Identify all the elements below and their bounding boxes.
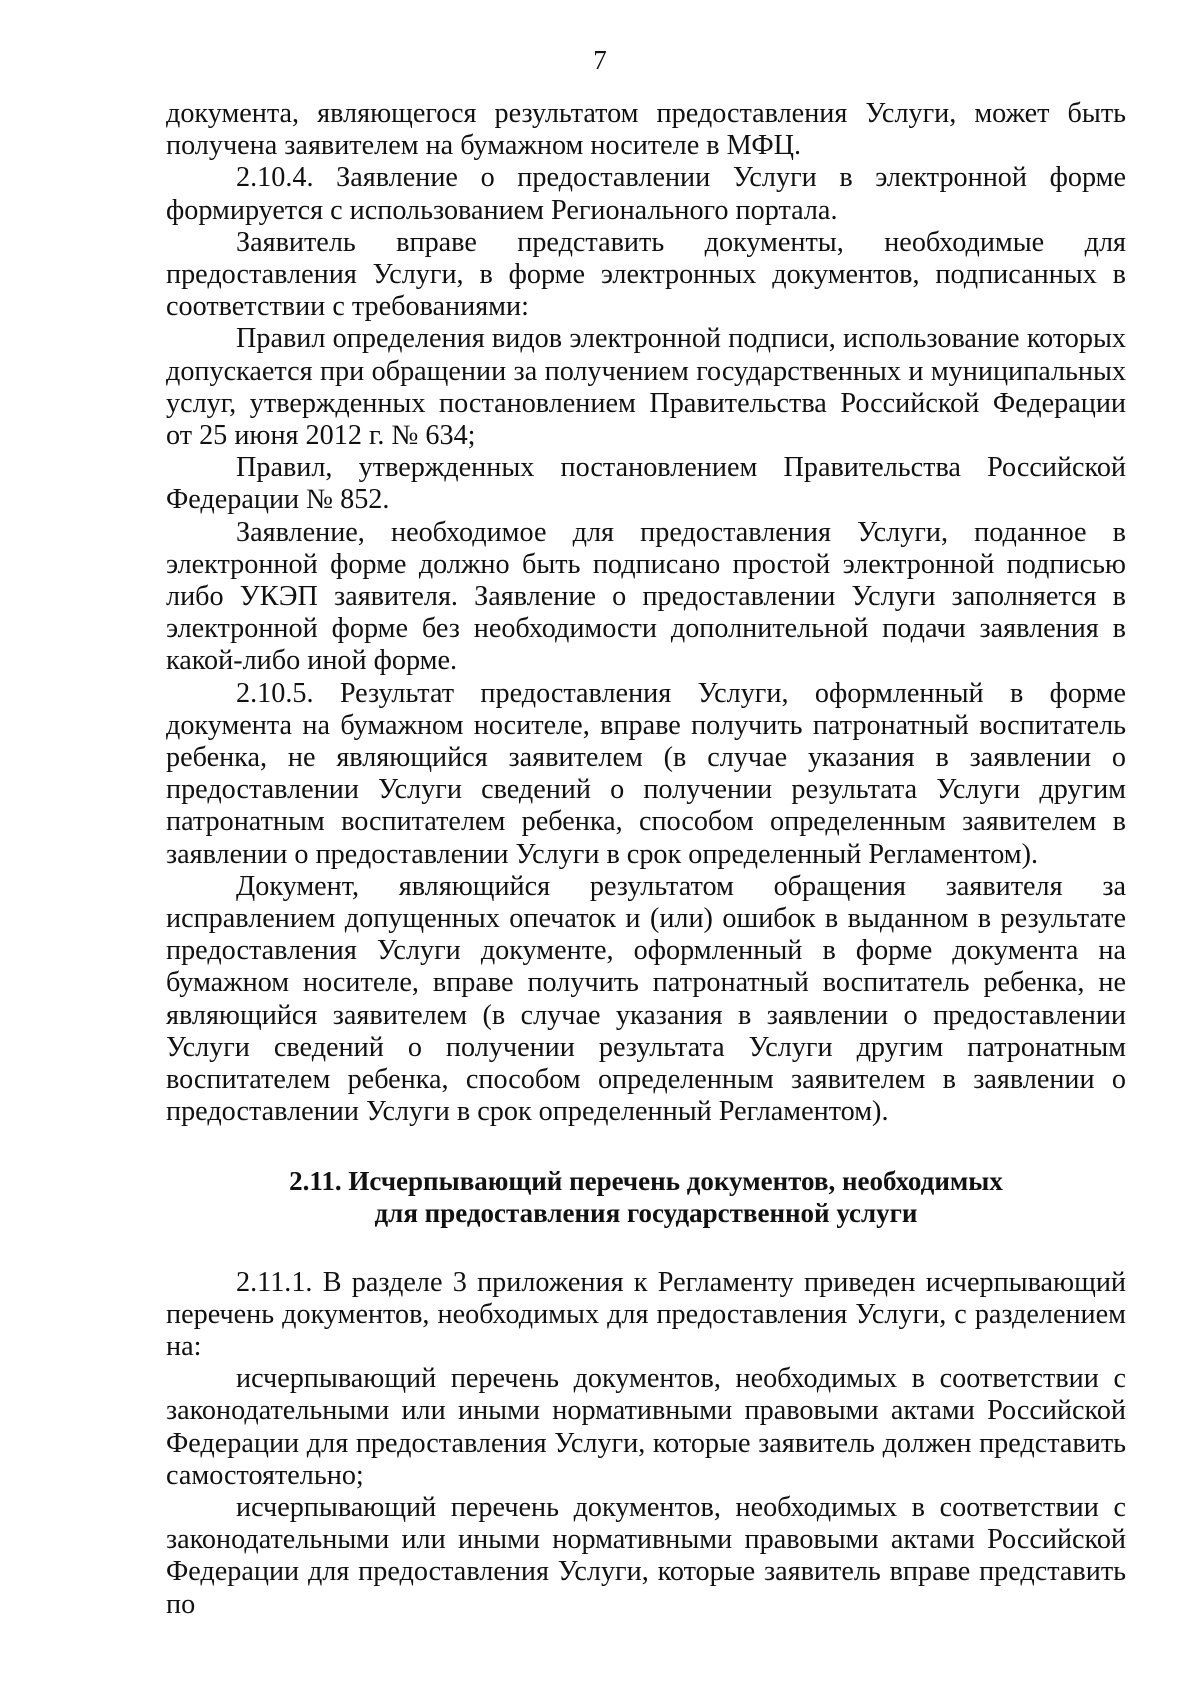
paragraph-rules-signature: Правил определения видов электронной подписи, использование которых допускается при обращении за получением государственных и муниципальных услуг, утвержденных постановлением Правительства Российской Федерации от 25 июня 2012 г. № 634; bbox=[166, 323, 1126, 452]
document-body bbox=[166, 98, 1126, 1621]
section-heading-2-11 bbox=[166, 1165, 1126, 1229]
paragraph-applicant-rights: Заявитель вправе представить документы, необходимые для предоставления Услуги, в форме электронных документов, подписанных в соответствии с требованиями: bbox=[166, 226, 1126, 323]
paragraph-2-10-5: 2.10.5. Результат предоставления Услуги, оформленный в форме документа на бумажном носителе, вправе получить патронатный воспитатель ребенка, не являющийся заявителем (в случае указания в заявлении о предоставлении Услуги сведений о получении результата Услуги другим патронатным воспитателем ребенка, способом определенным заявителем в заявлении о предоставлении Услуги в срок определенный Регламентом). bbox=[166, 677, 1126, 870]
section-heading-line-1: 2.11. Исчерпывающий перечень документов, необходимых bbox=[289, 1165, 1003, 1196]
section-heading-line-2: для предоставления государственной услуги bbox=[374, 1197, 918, 1228]
paragraph-continuation: документа, являющегося результатом предоставления Услуги, может быть получена заявителем на бумажном носителе в МФЦ. bbox=[166, 98, 1126, 162]
paragraph-2-11-1: 2.11.1. В разделе 3 приложения к Регламенту приведен исчерпывающий перечень документов, необходимых для предоставления Услуги, с разделением на: bbox=[166, 1266, 1126, 1362]
paragraph-correction-document: Документ, являющийся результатом обращения заявителя за исправлением допущенных опечаток и (или) ошибок в выданном в результате предоставления Услуги документе, оформленный в форме документа на бумажном носителе, вправе получить патронатный воспитатель ребенка, не являющийся заявителем (в случае указания в заявлении о предоставлении Услуги сведений о получении результата Услуги другим патронатным воспитателем ребенка, способом определенным заявителем в заявлении о предоставлении Услуги в срок определенный Регламентом). bbox=[166, 870, 1126, 1128]
paragraph-application-signature: Заявление, необходимое для предоставления Услуги, поданное в электронной форме должно быть подписано простой электронной подписью либо УКЭП заявителя. Заявление о предоставлении Услуги заполняется в электронной форме без необходимости дополнительной подачи заявления в какой-либо иной форме. bbox=[166, 516, 1126, 677]
list-item-mandatory-documents: исчерпывающий перечень документов, необходимых в соответствии с законодательными или иными нормативными правовыми актами Российской Федерации для предоставления Услуги, которые заявитель должен представить самостоятельно; bbox=[166, 1363, 1126, 1491]
paragraph-rules-852: Правил, утвержденных постановлением Правительства Российской Федерации № 852. bbox=[166, 452, 1126, 516]
list-item-optional-documents: исчерпывающий перечень документов, необходимых в соответствии с законодательными или иными нормативными правовыми актами Российской Федерации для предоставления Услуги, которые заявитель вправе представить по bbox=[166, 1491, 1126, 1620]
page-number: 7 bbox=[593, 45, 607, 75]
paragraph-2-10-4: 2.10.4. Заявление о предоставлении Услуги в электронной форме формируется с использованием Регионального портала. bbox=[166, 162, 1126, 226]
